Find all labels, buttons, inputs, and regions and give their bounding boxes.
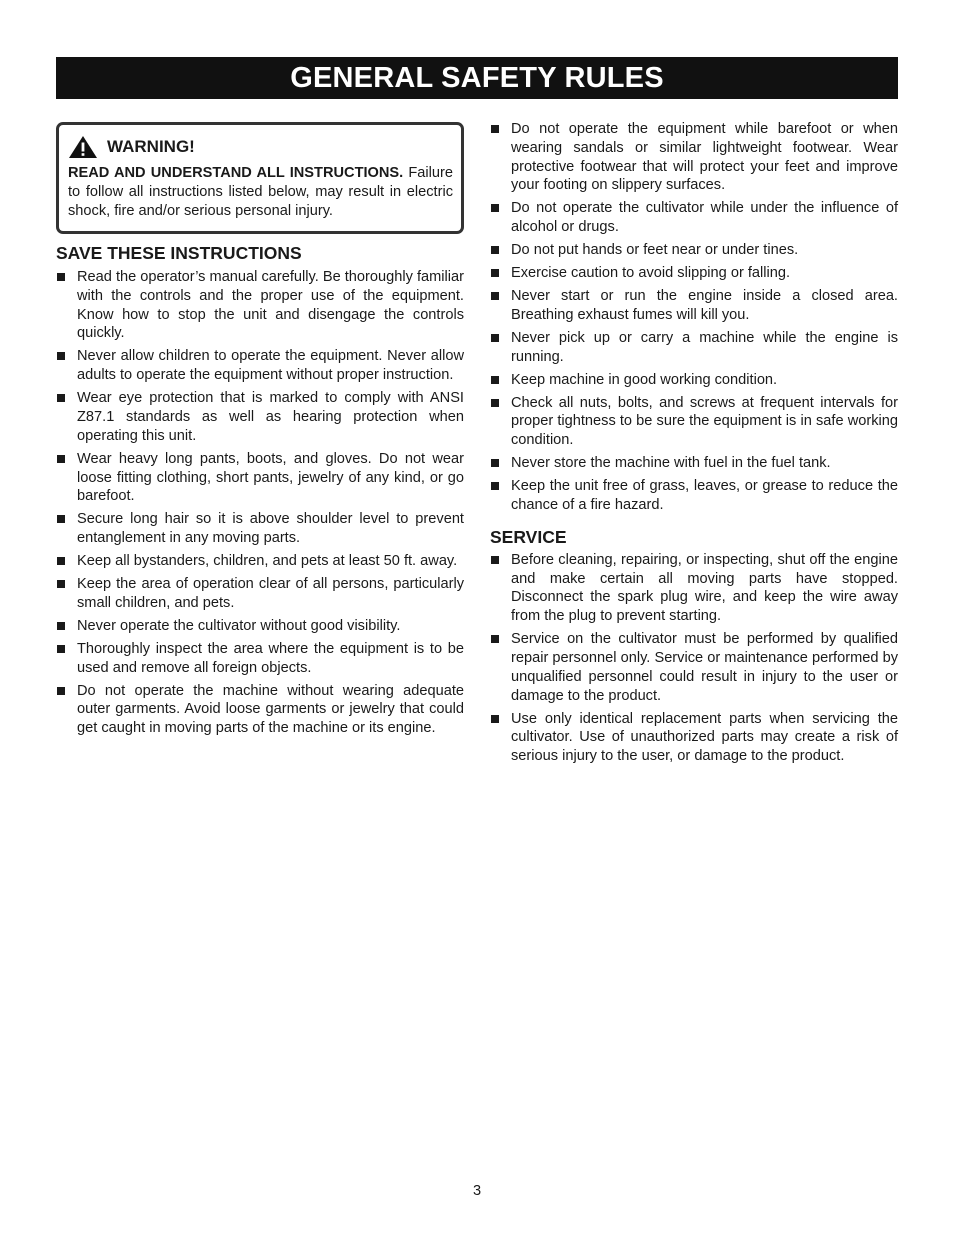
square-bullet-icon xyxy=(491,715,499,723)
square-bullet-icon xyxy=(491,635,499,643)
list-item-text: Do not operate the cultivator while under the influence of alcohol or drugs. xyxy=(511,200,898,236)
list-item xyxy=(56,268,464,343)
list-item-text: Never operate the cultivator without good visibility. xyxy=(77,617,401,634)
list-item-text: Never pick up or carry a machine while the engine is running. xyxy=(511,329,898,365)
list-item xyxy=(490,371,898,390)
warning-lead: READ AND UNDERSTAND ALL INSTRUCTIONS. xyxy=(68,165,404,181)
save-instructions-heading: SAVE THESE INSTRUCTIONS xyxy=(56,243,302,263)
right-column xyxy=(490,120,898,770)
square-bullet-icon xyxy=(491,125,499,133)
title-banner xyxy=(56,57,898,99)
square-bullet-icon xyxy=(57,455,65,463)
warning-header xyxy=(68,135,453,159)
square-bullet-icon xyxy=(491,399,499,407)
square-bullet-icon xyxy=(491,459,499,467)
list-item-text: Never start or run the engine inside a closed area. Breathing exhaust fumes will kill you. xyxy=(511,288,898,323)
list-item-text: Check all nuts, bolts, and screws at frequent intervals for proper tightness to be sure the equipment is in safe working condition. xyxy=(511,394,898,449)
list-item xyxy=(56,640,464,678)
square-bullet-icon xyxy=(57,645,65,653)
list-item-text: Wear eye protection that is marked to comply with ANSI Z87.1 standards as well as hearing protection when operating this unit. xyxy=(77,390,464,444)
list-item xyxy=(490,264,898,283)
list-item xyxy=(56,389,464,445)
general-rules-list xyxy=(490,120,898,515)
service-list xyxy=(490,551,898,766)
list-item xyxy=(490,287,898,325)
list-item-text: Secure long hair so it is above shoulder level to prevent entanglement in any moving parts. xyxy=(77,511,464,547)
list-item xyxy=(490,477,898,515)
list-item-text: Wear heavy long pants, boots, and gloves. Do not wear loose fitting clothing, short pants, jewelry of any kind, or go barefoot. xyxy=(77,450,464,505)
list-item xyxy=(56,617,464,636)
square-bullet-icon xyxy=(491,334,499,342)
square-bullet-icon xyxy=(57,352,65,360)
square-bullet-icon xyxy=(57,394,65,402)
square-bullet-icon xyxy=(57,622,65,630)
warning-text xyxy=(68,164,453,221)
square-bullet-icon xyxy=(57,687,65,695)
list-item xyxy=(490,551,898,626)
list-item-text: Do not put hands or feet near or under tines. xyxy=(511,242,799,259)
warning-heading: WARNING! xyxy=(107,137,195,156)
list-item xyxy=(56,347,464,385)
square-bullet-icon xyxy=(491,376,499,384)
square-bullet-icon xyxy=(491,269,499,277)
list-item-text: Exercise caution to avoid slipping or falling. xyxy=(511,265,791,282)
list-item xyxy=(490,241,898,260)
list-item-text: Thoroughly inspect the area where the equipment is to be used and remove all foreign objects. xyxy=(77,640,464,676)
list-item xyxy=(56,552,464,571)
service-heading: SERVICE xyxy=(490,526,567,547)
list-item xyxy=(56,510,464,548)
square-bullet-icon xyxy=(491,482,499,490)
list-item-text: Use only identical replacement parts when servicing the cultivator. Use of unauthorized parts may create a risk of serious injury to the user, or damage to the product. xyxy=(511,710,898,765)
list-item-text: Keep the unit free of grass, leaves, or grease to reduce the chance of a fire hazard. xyxy=(511,478,898,514)
list-item xyxy=(56,575,464,613)
list-item-text: Keep all bystanders, children, and pets at least 50 ft. away. xyxy=(77,553,458,570)
square-bullet-icon xyxy=(491,204,499,212)
list-item xyxy=(490,454,898,473)
left-column xyxy=(56,120,464,742)
list-item xyxy=(490,394,898,450)
list-item-text: Keep the area of operation clear of all persons, particularly small children, and pets. xyxy=(77,576,464,611)
page-title: GENERAL SAFETY RULES xyxy=(290,61,664,94)
list-item-text: Do not operate the equipment while barefoot or when wearing sandals or similar lightweight footwear. Wear protective footwear that will protect your feet and improve your footing on slippery surfaces. xyxy=(511,121,898,194)
square-bullet-icon xyxy=(491,556,499,564)
square-bullet-icon xyxy=(491,292,499,300)
list-item-text: Never store the machine with fuel in the fuel tank. xyxy=(511,455,831,472)
square-bullet-icon xyxy=(491,246,499,254)
list-item xyxy=(490,329,898,367)
list-item-text: Read the operator’s manual carefully. Be thoroughly familiar with the controls and the proper use of the equipment. Know how to stop the unit and disengage the controls quickly. xyxy=(77,269,464,342)
list-item-text: Never allow children to operate the equipment. Never allow adults to operate the equipment without proper instruction. xyxy=(77,348,464,384)
square-bullet-icon xyxy=(57,557,65,565)
list-item xyxy=(56,450,464,506)
page-number: 3 xyxy=(472,1183,482,1199)
square-bullet-icon xyxy=(57,580,65,588)
save-instructions-list xyxy=(56,268,464,738)
list-item xyxy=(490,630,898,705)
warning-triangle-icon xyxy=(68,135,98,159)
list-item xyxy=(490,199,898,237)
list-item-text: Keep machine in good working condition. xyxy=(511,371,778,388)
square-bullet-icon xyxy=(57,515,65,523)
list-item xyxy=(490,120,898,195)
warning-body: Failure to follow all instructions listed below, may result in electric shock, fire and/or serious personal injury. xyxy=(68,165,453,219)
list-item xyxy=(490,710,898,766)
list-item-text: Service on the cultivator must be performed by qualified repair personnel only. Service or maintenance performed by unqualified personnel could result in injury to the user or damage to the product. xyxy=(511,631,898,704)
warning-box xyxy=(56,122,464,234)
list-item-text: Do not operate the machine without wearing adequate outer garments. Avoid loose garments or jewelry that could get caught in moving parts of the machine or its engine. xyxy=(77,682,464,737)
square-bullet-icon xyxy=(57,273,65,281)
list-item xyxy=(56,682,464,738)
list-item-text: Before cleaning, repairing, or inspecting, shut off the engine and make certain all moving parts have stopped. Disconnect the spark plug wire, and keep the wire away from the plug to prevent starting. xyxy=(511,551,898,625)
